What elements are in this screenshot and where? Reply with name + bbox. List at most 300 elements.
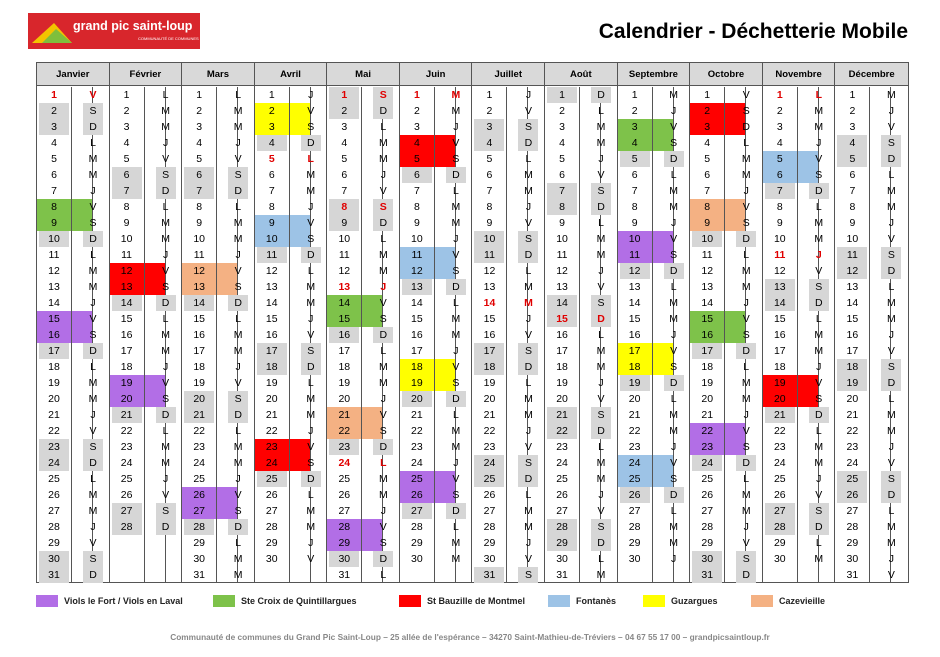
day-number: 6 [559, 169, 565, 181]
day-number: 27 [112, 503, 142, 519]
day-letter: L [380, 457, 387, 469]
day-row [545, 87, 617, 103]
day-row [618, 87, 690, 103]
day-number: 23 [483, 441, 496, 453]
day-row [37, 407, 109, 423]
day-row [110, 215, 182, 231]
day-number: 19 [265, 377, 278, 389]
day-number: 30 [411, 553, 423, 565]
day-letter: L [380, 569, 387, 581]
day-letter: S [742, 217, 750, 229]
day-number: 8 [123, 201, 130, 213]
day-number: 2 [559, 105, 565, 117]
day-number: 18 [701, 361, 714, 373]
day-number: 22 [338, 425, 351, 437]
day-letter: D [373, 215, 393, 231]
day-letter: D [373, 439, 393, 455]
day-letter: D [446, 391, 466, 407]
day-row [37, 279, 109, 295]
day-number: 13 [556, 281, 568, 293]
day-letter: J [525, 201, 532, 213]
day-row [400, 167, 472, 183]
day-letter: M [378, 265, 388, 277]
day-row [835, 135, 908, 151]
day-letter: M [814, 217, 824, 229]
day-letter: M [814, 441, 824, 453]
day-letter: D [591, 423, 611, 439]
day-number: 26 [837, 487, 867, 503]
day-row [690, 359, 762, 375]
day-letter: M [741, 169, 751, 181]
day-row [255, 423, 327, 439]
day-number: 18 [193, 361, 205, 373]
day-row [327, 135, 399, 151]
day-letter: V [452, 137, 460, 149]
day-row [545, 439, 617, 455]
day-row [763, 535, 835, 551]
day-number: 31 [338, 569, 351, 581]
day-letter: S [379, 313, 387, 325]
day-number: 7 [51, 185, 57, 197]
month-header: Mai [327, 63, 399, 86]
day-number: 20 [265, 393, 278, 405]
day-row [835, 247, 908, 263]
day-number: 14 [48, 297, 60, 309]
day-number: 10 [39, 231, 69, 247]
day-row [690, 151, 762, 167]
day-row [545, 391, 617, 407]
day-row [37, 455, 109, 471]
day-number: 26 [556, 489, 568, 501]
day-number: 7 [184, 183, 214, 199]
day-number: 31 [474, 567, 504, 583]
day-row [472, 231, 544, 247]
day-number: 18 [474, 359, 504, 375]
day-letter: S [162, 281, 170, 293]
day-row [327, 359, 399, 375]
day-letter: V [887, 345, 895, 357]
day-number: 17 [39, 343, 69, 359]
day-letter: L [670, 281, 677, 293]
day-number: 5 [413, 153, 420, 165]
day-row [545, 199, 617, 215]
day-row [472, 295, 544, 311]
day-letter: M [88, 489, 98, 501]
day-row [182, 327, 254, 343]
day-row [110, 407, 182, 423]
day-letter: M [451, 537, 461, 549]
day-letter: D [736, 455, 756, 471]
day-number: 2 [196, 105, 203, 117]
day-letter: D [664, 375, 684, 391]
day-letter: M [886, 425, 896, 437]
day-number: 26 [48, 489, 60, 501]
day-number: 8 [196, 201, 203, 213]
day-row [835, 199, 908, 215]
day-row [255, 311, 327, 327]
day-letter: L [598, 105, 604, 117]
legend [36, 591, 909, 617]
day-letter: M [161, 441, 170, 453]
day-letter: J [598, 265, 604, 277]
day-number: 10 [411, 233, 423, 245]
day-number: 18 [837, 359, 867, 375]
day-letter: M [524, 505, 533, 517]
day-row [37, 215, 109, 231]
day-letter: D [881, 263, 901, 279]
day-letter: D [809, 183, 829, 199]
day-letter: V [815, 265, 823, 277]
day-letter: S [881, 359, 901, 375]
day-row [763, 407, 835, 423]
day-letter: L [162, 425, 169, 437]
day-letter: V [89, 89, 97, 101]
day-letter: V [815, 153, 823, 165]
day-letter: S [518, 455, 538, 471]
day-letter: D [664, 487, 684, 503]
day-row [690, 423, 762, 439]
day-letter: S [742, 105, 750, 117]
day-row [327, 295, 399, 311]
day-number: 24 [193, 457, 205, 469]
day-row [690, 343, 762, 359]
day-number: 20 [556, 393, 568, 405]
day-number: 11 [701, 249, 713, 261]
day-row [472, 343, 544, 359]
day-number: 23 [329, 439, 359, 455]
day-row [472, 215, 544, 231]
day-number: 6 [184, 167, 214, 183]
day-row [618, 535, 690, 551]
day-row [110, 167, 182, 183]
day-number: 27 [846, 505, 859, 517]
day-letter: L [235, 425, 242, 437]
day-number: 19 [837, 375, 867, 391]
day-row [400, 103, 472, 119]
day-row [255, 199, 327, 215]
day-number: 30 [483, 553, 496, 565]
day-letter: M [306, 169, 316, 181]
day-row [835, 295, 908, 311]
day-row [618, 391, 690, 407]
day-row [763, 375, 835, 391]
day-number: 26 [773, 489, 786, 501]
day-row [545, 263, 617, 279]
day-number: 14 [765, 295, 795, 311]
day-letter: M [886, 521, 896, 533]
day-number: 25 [193, 473, 205, 485]
day-letter: J [816, 361, 822, 373]
day-number: 12 [556, 265, 568, 277]
day-letter: M [233, 569, 243, 581]
day-row [400, 327, 472, 343]
day-row [110, 375, 182, 391]
day-row [763, 279, 835, 295]
day-row [618, 407, 690, 423]
day-number: 12 [483, 265, 496, 277]
day-letter: J [888, 217, 894, 229]
day-number: 12 [773, 265, 786, 277]
day-number: 17 [556, 345, 568, 357]
day-letter: D [373, 551, 393, 567]
day-letter: V [524, 217, 532, 229]
day-row [255, 375, 327, 391]
day-letter: J [162, 361, 169, 373]
day-letter: M [233, 329, 243, 341]
day-letter: L [525, 377, 532, 389]
day-letter: L [235, 201, 242, 213]
day-letter: V [162, 265, 170, 277]
day-row [763, 247, 835, 263]
day-letter: D [156, 519, 176, 535]
day-letter: L [90, 473, 96, 485]
day-letter: S [234, 281, 242, 293]
day-letter: L [815, 201, 822, 213]
day-letter: M [233, 345, 243, 357]
day-letter: D [373, 327, 393, 343]
day-letter: D [518, 247, 538, 263]
day-number: 1 [196, 89, 203, 101]
day-letter: J [525, 425, 532, 437]
day-number: 5 [341, 153, 348, 165]
day-row [690, 407, 762, 423]
day-row [182, 87, 254, 103]
day-letter: M [161, 105, 170, 117]
day-letter: J [162, 473, 169, 485]
day-row [545, 343, 617, 359]
day-row [255, 215, 327, 231]
day-letter: L [90, 361, 96, 373]
day-row [835, 487, 908, 503]
day-letter: V [162, 377, 170, 389]
day-row [545, 455, 617, 471]
day-row [545, 423, 617, 439]
day-letter: J [598, 489, 604, 501]
day-number: 1 [547, 87, 577, 103]
day-letter: J [235, 361, 241, 373]
day-row [400, 119, 472, 135]
day-letter: J [525, 89, 532, 101]
day-number: 31 [39, 567, 69, 583]
day-letter: D [664, 263, 684, 279]
day-number: 21 [48, 409, 60, 421]
day-row [472, 503, 544, 519]
day-row [110, 423, 182, 439]
day-row [763, 151, 835, 167]
day-row [835, 231, 908, 247]
day-number: 24 [556, 457, 568, 469]
day-number: 19 [483, 377, 496, 389]
day-number: 30 [39, 551, 69, 567]
day-letter: D [83, 567, 103, 583]
day-letter: S [670, 473, 678, 485]
day-number: 21 [701, 409, 714, 421]
day-number: 31 [556, 569, 568, 581]
day-number: 7 [547, 183, 577, 199]
day-number: 9 [631, 217, 638, 229]
day-number: 22 [483, 425, 496, 437]
day-row [400, 407, 472, 423]
day-row [327, 119, 399, 135]
legend-label: Ste Croix de Quintillargues [241, 596, 357, 606]
day-letter: M [669, 89, 678, 101]
day-letter: S [83, 103, 103, 119]
day-row [327, 535, 399, 551]
day-number: 10 [265, 233, 278, 245]
day-letter: S [373, 87, 393, 103]
day-letter: L [670, 505, 677, 517]
day-row [327, 167, 399, 183]
day-row [545, 135, 617, 151]
day-row [763, 103, 835, 119]
day-row [182, 423, 254, 439]
day-letter: V [307, 553, 315, 565]
day-number: 21 [628, 409, 641, 421]
day-letter: J [525, 537, 532, 549]
day-letter: M [741, 281, 751, 293]
day-number: 4 [196, 137, 203, 149]
day-number: 12 [701, 265, 714, 277]
day-row [37, 135, 109, 151]
day-number: 17 [846, 345, 859, 357]
day-number: 6 [341, 169, 348, 181]
day-number: 26 [620, 487, 650, 503]
day-row [37, 327, 109, 343]
legend-item [36, 595, 183, 607]
day-number: 17 [411, 345, 423, 357]
day-row [472, 199, 544, 215]
day-number: 15 [701, 313, 714, 325]
day-row [327, 263, 399, 279]
day-number: 24 [846, 457, 859, 469]
day-row [400, 503, 472, 519]
day-number: 15 [48, 313, 60, 325]
day-number: 20 [338, 393, 351, 405]
day-letter: M [524, 169, 533, 181]
day-number: 18 [628, 361, 641, 373]
day-number: 28 [411, 521, 423, 533]
day-number: 17 [474, 343, 504, 359]
day-letter: M [233, 441, 243, 453]
day-letter: M [596, 457, 606, 469]
day-letter: M [596, 233, 606, 245]
day-row [182, 551, 254, 567]
day-number: 9 [123, 217, 130, 229]
day-letter: V [597, 281, 605, 293]
day-number: 12 [265, 265, 278, 277]
day-letter: J [816, 473, 822, 485]
legend-swatch [548, 595, 570, 607]
day-letter: D [664, 151, 684, 167]
day-row [472, 183, 544, 199]
day-row [400, 279, 472, 295]
day-number: 31 [193, 569, 205, 581]
day-number: 29 [411, 537, 423, 549]
day-row [545, 519, 617, 535]
day-number: 28 [184, 519, 214, 535]
day-number: 24 [411, 457, 423, 469]
day-letter: J [380, 393, 386, 405]
day-number: 2 [776, 105, 783, 117]
day-number: 15 [411, 313, 423, 325]
day-letter: J [453, 121, 459, 133]
day-row [400, 215, 472, 231]
day-row [545, 327, 617, 343]
day-number: 5 [123, 153, 130, 165]
day-letter: S [518, 567, 538, 583]
day-row [472, 103, 544, 119]
day-row [835, 183, 908, 199]
day-number: 23 [628, 441, 641, 453]
day-number: 21 [265, 409, 278, 421]
day-letter: J [90, 185, 96, 197]
day-letter: L [815, 89, 822, 101]
day-letter: M [741, 153, 751, 165]
day-letter: J [90, 297, 96, 309]
legend-swatch [399, 595, 421, 607]
day-number: 5 [51, 153, 57, 165]
day-letter: M [306, 521, 316, 533]
day-letter: J [453, 233, 459, 245]
day-letter: J [162, 249, 169, 261]
day-number: 11 [193, 249, 205, 261]
day-letter: L [525, 489, 532, 501]
day-letter: S [89, 329, 97, 341]
day-letter: J [671, 329, 677, 341]
day-letter: M [669, 313, 678, 325]
day-number: 19 [556, 377, 568, 389]
day-row [110, 151, 182, 167]
day-letter: L [380, 233, 387, 245]
day-row [37, 439, 109, 455]
day-letter: M [669, 201, 678, 213]
day-number: 2 [268, 105, 275, 117]
day-row [618, 551, 690, 567]
day-row [37, 87, 109, 103]
day-letter: S [742, 329, 750, 341]
day-number: 21 [483, 409, 496, 421]
day-row [835, 279, 908, 295]
day-number: 6 [268, 169, 275, 181]
day-number: 15 [120, 313, 133, 325]
day-number: 27 [556, 505, 568, 517]
day-row [37, 151, 109, 167]
day-number: 15 [483, 313, 496, 325]
day-number: 4 [413, 137, 420, 149]
day-row [110, 231, 182, 247]
month-column [400, 63, 473, 582]
day-letter: S [670, 361, 678, 373]
day-number: 3 [704, 121, 711, 133]
day-number: 1 [704, 89, 711, 101]
day-number: 27 [483, 505, 496, 517]
day-letter: L [235, 313, 242, 325]
day-number: 16 [483, 329, 496, 341]
day-row [182, 359, 254, 375]
day-number: 17 [120, 345, 133, 357]
day-number: 10 [692, 231, 722, 247]
day-number: 3 [123, 121, 130, 133]
day-row [545, 567, 617, 583]
day-row [182, 535, 254, 551]
day-letter: V [307, 329, 315, 341]
day-number: 30 [556, 553, 568, 565]
day-number: 18 [257, 359, 287, 375]
day-letter: V [887, 457, 895, 469]
day-number: 17 [193, 345, 205, 357]
day-row [763, 199, 835, 215]
day-letter: L [90, 249, 96, 261]
